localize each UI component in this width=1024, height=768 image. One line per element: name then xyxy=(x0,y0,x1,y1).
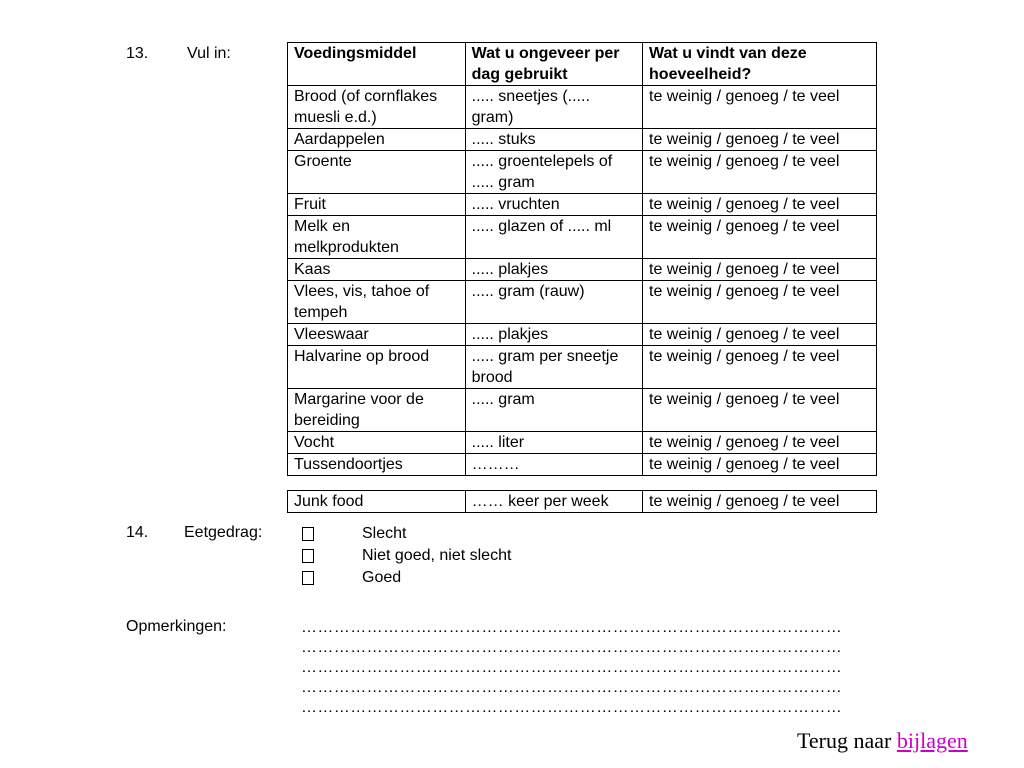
table-row xyxy=(288,324,877,346)
table-row xyxy=(288,389,877,432)
bijlagen-link[interactable]: bijlagen xyxy=(896,728,968,753)
table-row xyxy=(288,432,877,454)
food-cell: Junk food xyxy=(288,491,466,513)
remarks-lines[interactable] xyxy=(301,618,842,718)
option-niet-goed-niet-slecht[interactable] xyxy=(300,545,511,567)
amount-cell[interactable]: ..... sneetjes (..... gram) xyxy=(465,86,642,129)
food-cell: Melk en melkprodukten xyxy=(288,216,466,259)
table-gap-row xyxy=(288,476,877,491)
table-row xyxy=(288,346,877,389)
opinion-cell[interactable]: te weinig / genoeg / te veel xyxy=(643,346,877,389)
checkbox-icon[interactable] xyxy=(302,571,314,585)
amount-cell[interactable]: ..... gram per sneetje brood xyxy=(465,346,642,389)
food-intake-table xyxy=(287,42,877,513)
table-row xyxy=(288,86,877,129)
option-label: Slecht xyxy=(362,525,407,542)
checkbox-icon[interactable] xyxy=(302,549,314,563)
opinion-cell[interactable]: te weinig / genoeg / te veel xyxy=(643,194,877,216)
table-row xyxy=(288,281,877,324)
amount-cell[interactable]: ..... plakjes xyxy=(465,324,642,346)
question-14-label: Eetgedrag: xyxy=(184,524,263,541)
option-goed[interactable] xyxy=(300,567,511,589)
opinion-cell[interactable]: te weinig / genoeg / te veel xyxy=(643,389,877,432)
amount-cell[interactable]: ..... gram (rauw) xyxy=(465,281,642,324)
food-cell: Vocht xyxy=(288,432,466,454)
question-13-number: 13. xyxy=(126,45,149,62)
amount-cell[interactable]: ..... plakjes xyxy=(465,259,642,281)
table-row xyxy=(288,454,877,476)
food-cell: Kaas xyxy=(288,259,466,281)
back-prefix: Terug naar xyxy=(797,728,892,753)
table-row xyxy=(288,151,877,194)
opinion-cell[interactable]: te weinig / genoeg / te veel xyxy=(643,281,877,324)
opinion-cell[interactable]: te weinig / genoeg / te veel xyxy=(643,432,877,454)
remarks-line[interactable]: ……………………………………………………………………………………… xyxy=(301,699,843,716)
opinion-cell[interactable]: te weinig / genoeg / te veel xyxy=(643,129,877,151)
option-label: Niet goed, niet slecht xyxy=(362,547,512,564)
table-row xyxy=(288,259,877,281)
opinion-cell[interactable]: te weinig / genoeg / te veel xyxy=(643,454,877,476)
question-13-label: Vul in: xyxy=(187,45,231,62)
remarks-line[interactable]: ……………………………………………………………………………………… xyxy=(301,639,843,656)
amount-cell[interactable]: ..... stuks xyxy=(465,129,642,151)
opinion-cell[interactable]: te weinig / genoeg / te veel xyxy=(643,151,877,194)
gap-cell xyxy=(288,476,877,491)
food-cell: Aardappelen xyxy=(288,129,466,151)
table-row-junk-food xyxy=(288,491,877,513)
food-cell: Tussendoortjes xyxy=(288,454,466,476)
food-cell: Vlees, vis, tahoe of tempeh xyxy=(288,281,466,324)
header-amount: Wat u ongeveer per dag gebruikt xyxy=(465,43,642,86)
amount-cell[interactable]: ……… xyxy=(465,454,642,476)
question-14-number: 14. xyxy=(126,524,149,541)
food-cell: Brood (of cornflakes muesli e.d.) xyxy=(288,86,466,129)
header-opinion: Wat u vindt van deze hoeveelheid? xyxy=(643,43,877,86)
amount-cell[interactable]: ..... gram xyxy=(465,389,642,432)
remarks-line[interactable]: ……………………………………………………………………………………… xyxy=(301,679,843,696)
option-label: Goed xyxy=(362,569,402,586)
eating-behaviour-options xyxy=(300,523,511,589)
opinion-cell[interactable]: te weinig / genoeg / te veel xyxy=(643,324,877,346)
checkbox-icon[interactable] xyxy=(302,527,314,541)
table-header-row xyxy=(288,43,877,86)
food-cell: Groente xyxy=(288,151,466,194)
opinion-cell[interactable]: te weinig / genoeg / te veel xyxy=(643,491,877,513)
table-row xyxy=(288,129,877,151)
remarks-line[interactable]: ……………………………………………………………………………………… xyxy=(301,659,843,676)
opinion-cell[interactable]: te weinig / genoeg / te veel xyxy=(643,216,877,259)
amount-cell[interactable]: ..... liter xyxy=(465,432,642,454)
table-row xyxy=(288,194,877,216)
opinion-cell[interactable]: te weinig / genoeg / te veel xyxy=(643,259,877,281)
remarks-line[interactable]: ……………………………………………………………………………………… xyxy=(301,619,843,636)
food-cell: Vleeswaar xyxy=(288,324,466,346)
option-slecht[interactable] xyxy=(300,523,511,545)
header-food: Voedingsmiddel xyxy=(288,43,466,86)
table-row xyxy=(288,216,877,259)
opinion-cell[interactable]: te weinig / genoeg / te veel xyxy=(643,86,877,129)
amount-cell[interactable]: ..... vruchten xyxy=(465,194,642,216)
food-cell: Halvarine op brood xyxy=(288,346,466,389)
food-cell: Margarine voor de bereiding xyxy=(288,389,466,432)
back-navigation xyxy=(797,728,968,754)
remarks-label: Opmerkingen: xyxy=(126,618,227,635)
amount-cell[interactable]: ..... groentelepels of ..... gram xyxy=(465,151,642,194)
amount-cell[interactable]: …… keer per week xyxy=(465,491,642,513)
amount-cell[interactable]: ..... glazen of ..... ml xyxy=(465,216,642,259)
food-cell: Fruit xyxy=(288,194,466,216)
